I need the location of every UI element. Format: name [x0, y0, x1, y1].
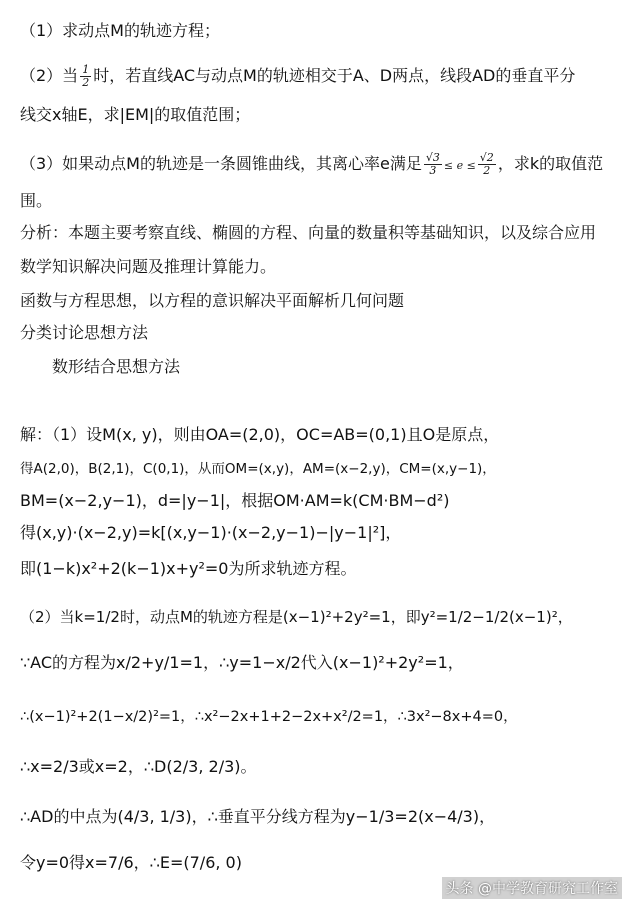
- solution-line-2: 得A(2,0)，B(2,1)，C(0,1)，从而OM=(x,y)，AM=(x−2,y)，CM=(x,y−1)，: [20, 461, 496, 477]
- solution-line-10: ∴AD的中点为(4/3, 1/3)，∴垂直平分线方程为y−1/3=2(x−4/3)，: [20, 807, 496, 826]
- analysis-line-5: 数形结合思想方法: [52, 357, 181, 376]
- solution-line-1: 解：（1）设M(x, y)，则由OA=(2,0)，OC=AB=(0,1)且O是原点，: [20, 425, 500, 444]
- k-fraction: $\frac{1}{2}$: [82, 63, 90, 89]
- solution-line-4: 得(x,y)·(x−2,y)=k[(x,y−1)·(x−2,y−1)−|y−1|²]，: [20, 523, 402, 542]
- problem-part-2-line-2: 线交x轴E，求|EM|的取值范围；: [20, 105, 251, 124]
- analysis-line-3: 函数与方程思想，以方程的意识解决平面解析几何问题: [20, 291, 405, 310]
- problem-part-3-line-1: （3）如果动点M的轨迹是一条圆锥曲线，其离心率e满足 $\frac{√3}{3}$ ≤ e ≤ $\frac{√2}{2}$ ，求k的取值范: [20, 151, 604, 177]
- solution-line-9: ∴x=2/3或x=2，∴D(2/3, 2/3)。: [20, 757, 257, 776]
- solution-line-6: （2）当k=1/2时，动点M的轨迹方程是(x−1)²+2y²=1，即y²=1/2−1/2(x−1)²，: [20, 608, 573, 626]
- problem-part-3-line-2: 围。: [20, 191, 53, 210]
- solution-line-5: 即(1−k)x²+2(k−1)x+y²=0为所求轨迹方程。: [20, 559, 357, 578]
- analysis-line-4: 分类讨论思想方法: [20, 323, 149, 342]
- problem-part-1: （1）求动点M的轨迹方程；: [20, 21, 220, 40]
- solution-line-7: ∵AC的方程为x/2+y/1=1，∴y=1−x/2代入(x−1)²+2y²=1，: [20, 653, 464, 672]
- analysis-line-1: 分析：本题主要考察直线、椭圆的方程、向量的数量积等基础知识，以及综合应用: [20, 223, 597, 242]
- problem-part-2-line-1: （2）当 $\frac{1}{2}$ 时，若直线AC与动点M的轨迹相交于A、D两点，线段AD的垂直平分: [20, 63, 576, 89]
- solution-line-8: ∴(x−1)²+2(1−x/2)²=1，∴x²−2x+1+2−2x+x²/2=1，∴3x²−8x+4=0，: [20, 709, 518, 725]
- solution-line-11: 令y=0得x=7/6，∴E=(7/6, 0): [20, 853, 242, 872]
- solution-line-3: BM=(x−2,y−1)，d=|y−1|，根据OM·AM=k(CM·BM−d²): [20, 491, 450, 510]
- watermark: 头条 @中学教育研究工作室: [442, 877, 622, 899]
- analysis-line-2: 数学知识解决问题及推理计算能力。: [20, 257, 277, 276]
